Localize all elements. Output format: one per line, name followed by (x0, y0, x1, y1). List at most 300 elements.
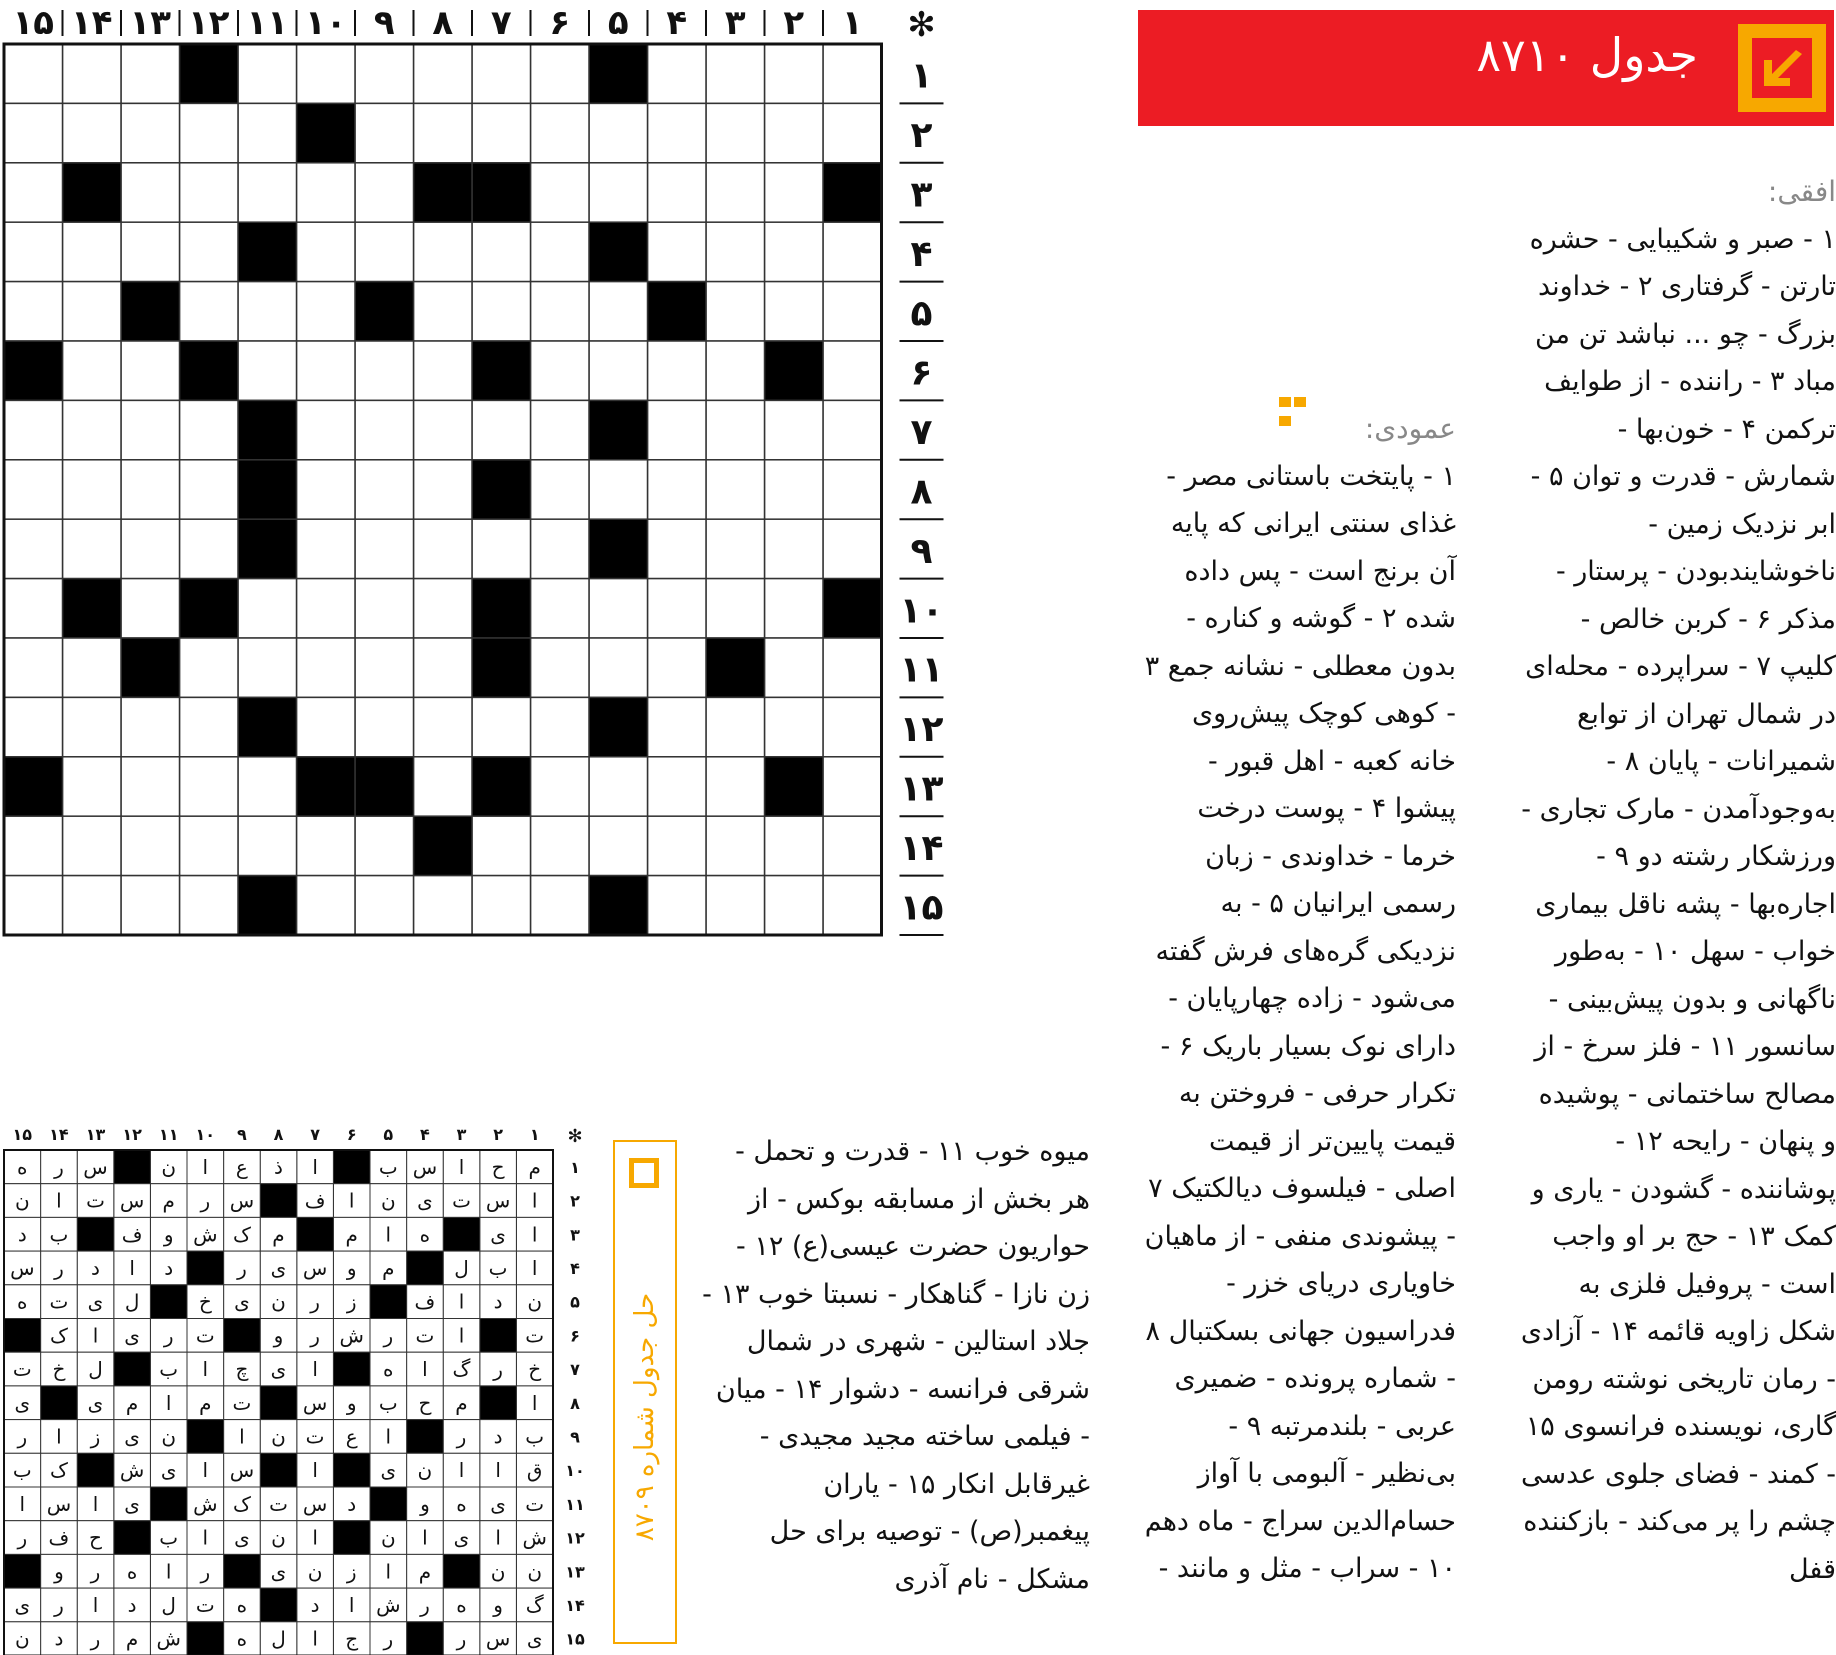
grid-cell (238, 579, 297, 638)
solution-letter: د (310, 1592, 320, 1617)
solution-black-cell (114, 1521, 151, 1555)
solution-black-cell (224, 1319, 261, 1353)
solution-letter: ی (124, 1323, 140, 1348)
grid-cell (706, 876, 765, 935)
grid-cell (414, 282, 473, 341)
solution-letter: ن (271, 1289, 286, 1314)
solution-letter: د (493, 1289, 503, 1314)
solution-black-cell (443, 1554, 480, 1588)
grid-cell (238, 816, 297, 875)
grid-cell (589, 163, 648, 222)
grid-cell (472, 222, 531, 281)
grid-cell (648, 222, 707, 281)
grid-cell (238, 103, 297, 162)
grid-cell (4, 697, 63, 756)
solution-black-cell (333, 1352, 370, 1386)
row-label: ۷ (910, 412, 933, 454)
grid-cell (355, 579, 414, 638)
solution-letter: ی (234, 1525, 250, 1550)
black-cell (297, 103, 356, 162)
solution-black-cell (224, 1554, 261, 1588)
grid-cell (531, 579, 590, 638)
solution-letter: ت (305, 1424, 325, 1449)
solution-black-cell (114, 1150, 151, 1184)
grid-cell (648, 638, 707, 697)
solution-letter: ت (232, 1390, 252, 1415)
solution-letter: ی (234, 1289, 250, 1314)
grid-cell (531, 816, 590, 875)
grid-cell (121, 103, 180, 162)
solution-black-cell (187, 1251, 224, 1285)
solution-letter: ح (418, 1390, 432, 1415)
solution-letter: ی (270, 1559, 287, 1584)
grid-cell (121, 400, 180, 459)
solution-letter: د (164, 1255, 174, 1280)
grid-cell (589, 579, 648, 638)
grid-cell (472, 876, 531, 935)
solution-letter: ی (526, 1626, 543, 1651)
solution-black-cell (150, 1487, 187, 1521)
grid-cell (355, 519, 414, 578)
grid-cell (297, 519, 356, 578)
solution-letter: ب (488, 1255, 508, 1280)
grid-cell (180, 163, 239, 222)
grid-cell (823, 460, 882, 519)
solution-letter: س (83, 1154, 108, 1179)
solution-black-cell (480, 1319, 517, 1353)
solution-letter: س (302, 1255, 328, 1280)
solution-letter: ر (54, 1154, 64, 1179)
grid-cell (4, 638, 63, 697)
solution-column-label: ۳ (456, 1125, 467, 1144)
solution-letter: ر (456, 1626, 467, 1651)
solution-letter: ت (195, 1592, 215, 1617)
grid-cell (355, 400, 414, 459)
solution-column-label: ۱۱ (158, 1125, 179, 1144)
solution-letter: ن (380, 1188, 396, 1213)
column-label: ۴ (666, 3, 688, 43)
grid-cell (765, 282, 824, 341)
grid-cell (823, 697, 882, 756)
solution-letter: ن (161, 1154, 177, 1179)
grid-cell (765, 816, 824, 875)
grid-cell (4, 44, 63, 103)
solution-letter: ت (269, 1491, 288, 1516)
solution-letter: ز (90, 1424, 101, 1449)
solution-letter: ی (87, 1289, 104, 1314)
solution-letter: ت (452, 1188, 471, 1213)
solution-black-cell (333, 1453, 370, 1487)
grid-cell (238, 44, 297, 103)
grid-cell (63, 876, 122, 935)
solution-letter: ا (129, 1255, 135, 1280)
grid-cell (63, 44, 122, 103)
solution-letter: و (493, 1592, 503, 1617)
grid-cell (121, 519, 180, 578)
solution-letter: خ (198, 1289, 212, 1314)
grid-cell (765, 638, 824, 697)
grid-cell (765, 697, 824, 756)
solution-letter: د (17, 1222, 27, 1247)
solution-letter: ر (420, 1592, 430, 1617)
grid-cell (414, 341, 473, 400)
column-label: ۹ (373, 3, 395, 43)
grid-cell (823, 876, 882, 935)
grid-cell (297, 638, 356, 697)
column-label: ۱۰ (304, 3, 347, 43)
solution-letter: ا (312, 1357, 318, 1382)
grid-cell (63, 222, 122, 281)
grid-cell (531, 44, 590, 103)
grid-cell (531, 400, 590, 459)
solution-black-cell (260, 1588, 297, 1622)
grid-cell (121, 163, 180, 222)
grid-cell (355, 460, 414, 519)
black-cell (238, 400, 297, 459)
grid-cell (589, 282, 648, 341)
solution-letter: ر (383, 1626, 394, 1651)
solution-column-label: ۸ (273, 1125, 284, 1144)
solution-letter: ی (124, 1424, 140, 1449)
solution-letter: ح (89, 1525, 102, 1550)
solution-letter: ز (346, 1289, 357, 1314)
solution-letter: ه (236, 1592, 248, 1617)
black-cell (706, 638, 765, 697)
solution-column-label: ۴ (420, 1125, 430, 1144)
solution-letter: ا (531, 1188, 538, 1213)
black-cell (121, 638, 180, 697)
black-cell (4, 341, 63, 400)
grid-cell (823, 282, 882, 341)
grid-cell (414, 460, 473, 519)
column-label: ۱ (841, 3, 863, 43)
grid-cell (648, 44, 707, 103)
grid-cell (63, 638, 122, 697)
grid-cell (238, 282, 297, 341)
black-cell (238, 519, 297, 578)
solution-letter: ع (345, 1424, 358, 1449)
solution-letter: ا (92, 1491, 99, 1516)
grid-cell (121, 460, 180, 519)
solution-letter: ش (193, 1222, 218, 1247)
grid-cell (63, 519, 122, 578)
row-label: ۴ (910, 233, 933, 275)
row-label: ۱۱ (899, 649, 944, 691)
grid-cell (63, 400, 122, 459)
solution-logo-icon (629, 1158, 659, 1188)
solution-column-label: ۱۲ (122, 1125, 142, 1144)
solution-letter: س (119, 1188, 145, 1213)
solution-letter: ش (156, 1626, 181, 1651)
grid-cell (706, 222, 765, 281)
horizontal-heading: افقی: (1767, 175, 1836, 208)
grid-cell (648, 103, 707, 162)
solution-letter: ف (414, 1289, 436, 1314)
solution-column-label: ۲ (493, 1125, 503, 1144)
solution-letter: س (412, 1154, 438, 1179)
solution-row-label: ۱۴ (565, 1595, 585, 1615)
grid-cell (823, 638, 882, 697)
solution-letter: م (528, 1154, 541, 1179)
grid-cell (297, 876, 356, 935)
grid-cell (121, 222, 180, 281)
vertical-clues-text: ۱ - پایتخت باستانی مصر - غذای سنتی ایرانی که پایه آن برنج است - پس داده شده ۲ - گوشه و کناره - بدون معطلی - نشانه جمع ۳ - کوهی کوچک پیش‌روی خانه کعبه - اهل قبور - پیشوا ۴ - پوست درخت خرما - خداوندی - زبان رسمی ایرانیان ۵ - به نزدیکی گره‌های فرش گفته می‌شود - زاده چهارپایان - دارای نوک بسیار باریک ۶ - تکرار حرفی - فروختن به قیمت پایین‌تر از قیمت اصلی - فیلسوف دیالکتیک ۷ - پیشوندی منفی - از ماهیان خاویاری دریای خزر - فدراسیون جهانی بسکتبال ۸ - شماره پرونده - ضمیری عربی - بلندمرتبه ۹ - بی‌نظیر - آلبومی با آواز حسام‌الدین سراج - ماه دهم ۱۰ - سراب - مثل و مانند - (1144, 460, 1456, 1584)
solution-letter: م (162, 1188, 175, 1213)
solution-letter: ک (49, 1458, 68, 1483)
solution-letter: ک (232, 1222, 251, 1247)
solution-letter: ر (90, 1626, 101, 1651)
row-label: ۱۳ (899, 768, 944, 810)
puzzle-header-banner (1138, 10, 1834, 126)
solution-letter: س (229, 1188, 255, 1213)
column-label: ۱۵ (12, 3, 55, 43)
black-cell (648, 282, 707, 341)
black-cell (238, 460, 297, 519)
grid-cell (180, 222, 239, 281)
solution-letter: خ (528, 1357, 542, 1382)
solution-letter: ا (385, 1424, 392, 1449)
puzzle-title: جدول ۸۷۱۰ (1476, 28, 1698, 82)
black-cell (589, 519, 648, 578)
solution-letter: ن (527, 1289, 543, 1314)
solution-letter: د (91, 1255, 100, 1280)
solution-letter: ن (14, 1626, 30, 1651)
grid-cell (238, 341, 297, 400)
solution-letter: ا (531, 1222, 538, 1247)
solution-letter: ا (348, 1188, 355, 1213)
grid-cell (238, 638, 297, 697)
grid-cell (648, 579, 707, 638)
grid-cell (238, 163, 297, 222)
solution-letter: ش (193, 1491, 218, 1516)
solution-letter: ا (92, 1323, 99, 1348)
grid-cell (765, 876, 824, 935)
grid-cell (648, 163, 707, 222)
grid-cell (121, 816, 180, 875)
solution-letter: خ (52, 1357, 66, 1382)
solution-black-cell (443, 1217, 480, 1251)
solution-letter: ا (422, 1525, 428, 1550)
solution-letter: ب (378, 1390, 398, 1415)
grid-cell (4, 876, 63, 935)
grid-cell (355, 222, 414, 281)
solution-letter: ا (385, 1222, 392, 1247)
solution-letter: ش (119, 1458, 145, 1483)
solution-letter: ا (495, 1458, 501, 1483)
solution-letter: ل (271, 1626, 286, 1651)
solution-column-label: ۹ (237, 1125, 247, 1144)
solution-letter: ذ (274, 1154, 283, 1179)
grid-cell (4, 400, 63, 459)
grid-cell (531, 876, 590, 935)
row-label: ۱ (910, 55, 933, 97)
grid-cell (531, 341, 590, 400)
grid-cell (4, 282, 63, 341)
solution-letter: ر (54, 1255, 64, 1280)
solution-letter: ه (383, 1357, 394, 1382)
solution-label: حل جدول شماره ۸۷۰۹ (630, 1292, 660, 1542)
solution-letter: ف (121, 1222, 143, 1247)
black-cell (472, 163, 531, 222)
solution-row-label: ۳ (570, 1225, 580, 1245)
grid-cell (706, 341, 765, 400)
solution-row-label: ۸ (570, 1393, 580, 1413)
solution-letter: ز (346, 1559, 357, 1584)
grid-cell (648, 400, 707, 459)
row-label: ۲ (910, 115, 933, 157)
solution-letter: ا (312, 1525, 318, 1550)
solution-black-cell (480, 1386, 517, 1420)
black-cell (472, 460, 531, 519)
solution-letter: ل (88, 1357, 103, 1382)
grid-cell (180, 103, 239, 162)
grid-cell (589, 103, 648, 162)
solution-letter: م (382, 1255, 395, 1280)
clues-horizontal (1518, 168, 1836, 1593)
solution-letter: ا (202, 1458, 209, 1483)
grid-cell (531, 638, 590, 697)
solution-letter: ک (49, 1323, 68, 1348)
horizontal-clues-text: ۱ - صبر و شکیبایی - حشره تارتن - گرفتاری ۲ - خداوند بزرگ - چو ... نباشد تن من مباد ۳ - راننده - از طوایف ترکمن ۴ - خون‌بها - شمارش - قدرت و توان ۵ - ابر نزدیک زمین - ناخوشایندبودن - پرستار - مذکر ۶ - کربن خالص - کلیپ ۷ - سراپرده - محله‌ای در شمال تهران از توابع شمیرانات - پایان ۸ - به‌وجودآمدن - مارک تجاری - ورزشکار رشته دو ۹ - اجاره‌بها - پشه ناقل بیماری خواب - سهل ۱۰ - به‌طور ناگهانی و بدون پیش‌بینی - سانسور ۱۱ - فلز سرخ - از مصالح ساختمانی - پوشیده و پنهان - رایحه ۱۲ - پوشاننده - گشودن - یاری و کمک ۱۳ - حج بر او واجب است - پروفیل فلزی به شکل زاویه قائمه ۱۴ - آزادی - رمان تاریخی نوشته رومن گاری، نویسنده فرانسوی ۱۵ - کمند - فضای جلوی عدسی چشم را پر می‌کند - بازکننده قفل (1520, 223, 1836, 1585)
black-cell (297, 757, 356, 816)
solution-letter: ا (458, 1154, 465, 1179)
black-cell (472, 638, 531, 697)
solution-letter: ی (160, 1458, 177, 1483)
logo-icon (1738, 24, 1826, 112)
solution-letter: ی (270, 1357, 287, 1382)
solution-letter: ت (525, 1491, 545, 1516)
black-cell (63, 163, 122, 222)
solution-column-label: ۵ (383, 1125, 394, 1144)
black-cell (472, 757, 531, 816)
solution-letter: ق (526, 1458, 543, 1483)
grid-cell (297, 282, 356, 341)
grid-cell (180, 282, 239, 341)
solution-letter: چ (235, 1357, 249, 1382)
black-cell (4, 757, 63, 816)
grid-cell (648, 697, 707, 756)
black-cell (180, 44, 239, 103)
solution-letter: ب (378, 1154, 398, 1179)
grid-cell (765, 400, 824, 459)
grid-cell (589, 816, 648, 875)
solution-black-cell (41, 1386, 78, 1420)
grid-cell (765, 460, 824, 519)
grid-cell (4, 816, 63, 875)
grid-cell (180, 757, 239, 816)
solution-black-cell (297, 1217, 334, 1251)
solution-letter: س (302, 1390, 328, 1415)
solution-letter: ر (493, 1357, 503, 1382)
solution-letter: ت (49, 1289, 69, 1314)
grid-cell (589, 638, 648, 697)
grid-cell (823, 519, 882, 578)
solution-letter: ر (90, 1559, 101, 1584)
grid-cell (121, 44, 180, 103)
solution-column-label: ۶ (346, 1125, 357, 1144)
solution-letter: ا (458, 1458, 465, 1483)
solution-letter: ا (348, 1592, 355, 1617)
solution-letter: ر (383, 1323, 394, 1348)
solution-black-cell (150, 1285, 187, 1319)
row-label: ۳ (910, 174, 933, 216)
solution-row-label: ۱۳ (565, 1562, 585, 1582)
solution-letter: ن (380, 1525, 396, 1550)
solution-row-label: ۹ (570, 1427, 580, 1447)
solution-letter: ل (161, 1592, 176, 1617)
black-cell (472, 579, 531, 638)
solution-letter: ی (14, 1390, 31, 1415)
solution-letter: ی (87, 1390, 104, 1415)
solution-letter: ت (12, 1357, 32, 1382)
grid-cell (765, 103, 824, 162)
grid-cell (765, 44, 824, 103)
grid-cell (414, 638, 473, 697)
grid-cell (823, 222, 882, 281)
solution-letter: ا (56, 1188, 62, 1213)
solution-letter: س (46, 1491, 72, 1516)
grid-cell (472, 400, 531, 459)
solution-letter: ب (159, 1525, 179, 1550)
solution-letter: ا (202, 1525, 209, 1550)
grid-cell (589, 460, 648, 519)
solution-column-label: ۱۴ (49, 1125, 69, 1144)
grid-cell (180, 638, 239, 697)
black-cell (765, 757, 824, 816)
black-cell (238, 222, 297, 281)
solution-row-label: ۱۰ (565, 1461, 585, 1481)
solution-letter: ر (200, 1559, 211, 1584)
grid-cell (414, 757, 473, 816)
black-cell (823, 163, 882, 222)
solution-letter: ی (14, 1592, 31, 1617)
grid-cell (63, 341, 122, 400)
grid-cell (706, 163, 765, 222)
solution-letter: ا (165, 1559, 172, 1584)
solution-row-label: ۱۵ (565, 1629, 585, 1649)
solution-letter: ا (19, 1491, 26, 1516)
grid-cell (589, 757, 648, 816)
solution-row-label: ۲ (570, 1191, 580, 1211)
solution-letter: ر (237, 1255, 247, 1280)
grid-cell (706, 757, 765, 816)
grid-cell (121, 697, 180, 756)
black-cell (589, 222, 648, 281)
grid-cell (63, 282, 122, 341)
grid-cell (706, 44, 765, 103)
solution-letter: ر (310, 1289, 320, 1314)
solution-letter: ا (531, 1390, 538, 1415)
grid-cell (180, 876, 239, 935)
grid-cell (823, 816, 882, 875)
black-cell (589, 400, 648, 459)
solution-letter: د (54, 1626, 64, 1651)
solution-column-label: ۱۵ (12, 1125, 33, 1144)
grid-cell (531, 163, 590, 222)
solution-letter: س (302, 1491, 328, 1516)
grid-cell (706, 579, 765, 638)
grid-cell (4, 163, 63, 222)
solution-letter: ا (92, 1592, 99, 1617)
grid-cell (4, 103, 63, 162)
grid-cell (706, 460, 765, 519)
solution-letter: ن (14, 1188, 30, 1213)
solution-letter: م (125, 1390, 139, 1415)
solution-letter: ن (417, 1458, 433, 1483)
solution-letter: ر (310, 1323, 320, 1348)
solution-black-cell (77, 1453, 114, 1487)
solution-letter: ل (124, 1289, 140, 1314)
